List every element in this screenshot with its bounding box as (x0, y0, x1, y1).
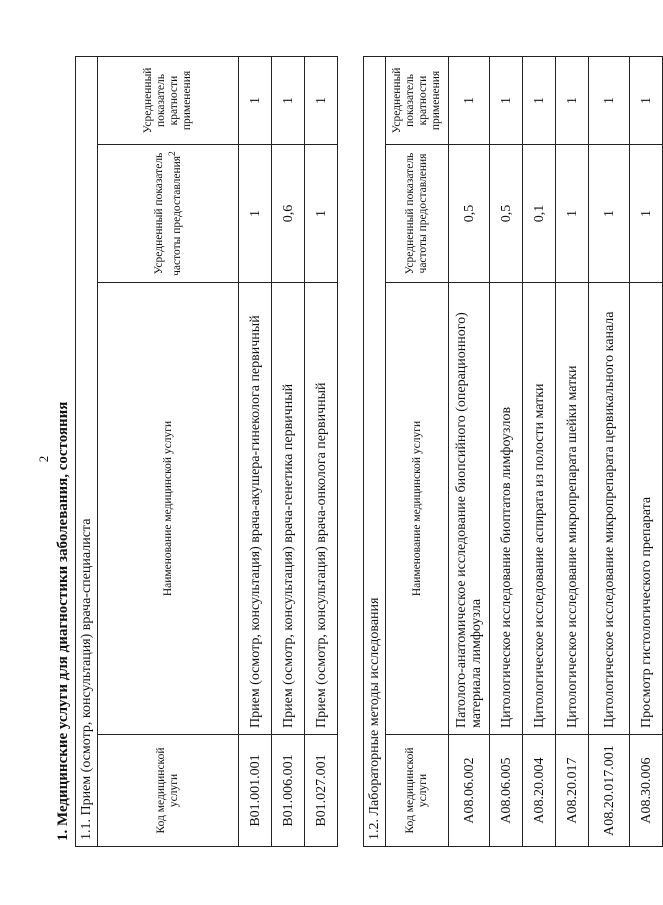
service-code: A08.06.002 (449, 735, 490, 847)
frequency-value: 1 (239, 145, 272, 283)
table-row (239, 56, 272, 846)
frequency-value: 0,5 (490, 145, 523, 283)
service-name: Просмотр гистологического препарата (630, 283, 663, 735)
header-multiplicity: Усредненный показатель кратности применения (386, 56, 449, 144)
multiplicity-value: 1 (523, 56, 556, 144)
header-code: Код медицинской услуги (386, 735, 449, 847)
service-code: B01.001.001 (239, 735, 272, 847)
service-code: A08.20.004 (523, 735, 556, 847)
multiplicity-value: 1 (490, 56, 523, 144)
table-row (305, 56, 338, 846)
table-header-row (98, 56, 239, 846)
table-row (272, 56, 305, 846)
multiplicity-value: 1 (272, 56, 305, 144)
table-row (556, 56, 589, 846)
frequency-value: 0,5 (449, 145, 490, 283)
table-consultations (75, 56, 338, 847)
header-frequency: Усредненный показатель частоты предоставления$^2$ (98, 145, 239, 283)
service-name: Патолого-анатомическое исследование биопсийного (операционного) материала лимфоузла (449, 283, 490, 735)
service-code: A08.20.017.001 (589, 735, 630, 847)
service-name: Цитологическое исследование биоптатов лимфоузлов (490, 283, 523, 735)
service-name: Цитологическое исследование микропрепарата цервикального канала (589, 283, 630, 735)
service-code: B01.027.001 (305, 735, 338, 847)
frequency-value: 1 (556, 145, 589, 283)
frequency-value: 1 (630, 145, 663, 283)
service-code: B01.006.001 (272, 735, 305, 847)
page-number: 2 (36, 455, 51, 463)
page-content (55, 57, 654, 847)
table-row (589, 56, 630, 846)
service-name: Цитологическое исследование микропрепарата шейки матки (556, 283, 589, 735)
table-row (523, 56, 556, 846)
multiplicity-value: 1 (556, 56, 589, 144)
table-header-row (386, 56, 449, 846)
frequency-value: 0,1 (523, 145, 556, 283)
table-lab-methods (363, 56, 663, 847)
service-name: Прием (осмотр, консультация) врача-онколога первичный (305, 283, 338, 735)
table-row (490, 56, 523, 846)
table-subtitle: 1.1. Прием (осмотр, консультация) врача-специалиста (76, 56, 98, 846)
table-row (630, 56, 663, 846)
header-name: Наименование медицинской услуги (386, 283, 449, 735)
multiplicity-value: 1 (239, 56, 272, 144)
frequency-value: 1 (305, 145, 338, 283)
multiplicity-value: 1 (630, 56, 663, 144)
frequency-value: 1 (589, 145, 630, 283)
header-multiplicity: Усредненный показатель кратности применения (98, 56, 239, 144)
header-name: Наименование медицинской услуги (98, 283, 239, 735)
table-subtitle: 1.2. Лабораторные методы исследования (364, 56, 386, 846)
section-title: 1. Медицинские услуги для диагностики заболевания, состояния (55, 401, 71, 841)
footnote-mark: 2 (166, 151, 178, 156)
multiplicity-value: 1 (449, 56, 490, 144)
header-frequency: Усредненный показатель частоты предоставления (386, 145, 449, 283)
service-name: Прием (осмотр, консультация) врача-генетика первичный (272, 283, 305, 735)
table-row (449, 56, 490, 846)
multiplicity-value: 1 (589, 56, 630, 144)
service-code: A08.30.006 (630, 735, 663, 847)
service-name: Цитологическое исследование аспирата из полости матки (523, 283, 556, 735)
multiplicity-value: 1 (305, 56, 338, 144)
service-name: Прием (осмотр, консультация) врача-акушера-гинеколога первичный (239, 283, 272, 735)
frequency-value: 0,6 (272, 145, 305, 283)
service-code: A08.06.005 (490, 735, 523, 847)
service-code: A08.20.017 (556, 735, 589, 847)
header-code: Код медицинской услуги (98, 735, 239, 847)
